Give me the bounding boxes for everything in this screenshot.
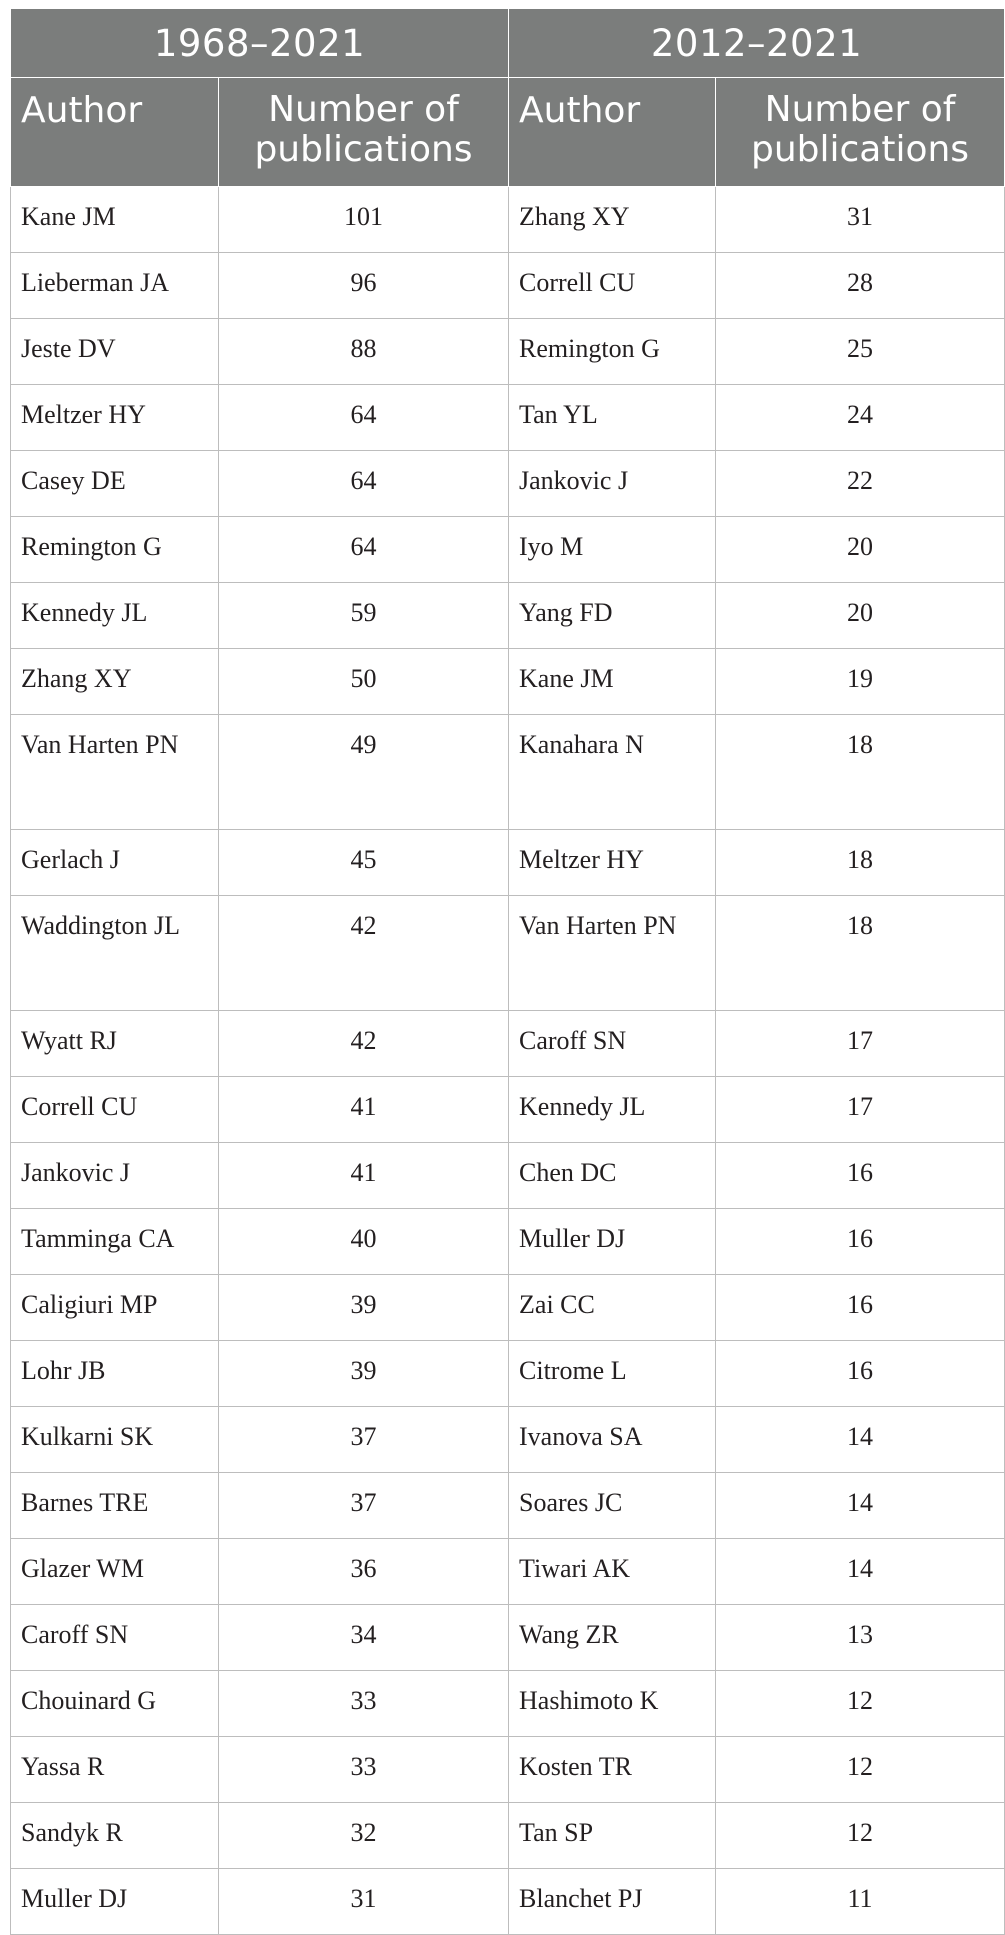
- left-count-cell: 64: [219, 385, 509, 451]
- left-count-cell: 33: [219, 1737, 509, 1803]
- left-author-cell: Meltzer HY: [11, 385, 219, 451]
- right-author-cell: Yang FD: [509, 583, 716, 649]
- table-row: [11, 1737, 1005, 1803]
- right-author-cell: Van Harten PN: [509, 896, 716, 1011]
- left-count-cell: 42: [219, 1011, 509, 1077]
- left-author-cell: Correll CU: [11, 1077, 219, 1143]
- right-author-cell: Jankovic J: [509, 451, 716, 517]
- left-count-cell: 36: [219, 1539, 509, 1605]
- table-row: [11, 583, 1005, 649]
- right-author-cell: Meltzer HY: [509, 830, 716, 896]
- right-author-cell: Remington G: [509, 319, 716, 385]
- table-row: [11, 1539, 1005, 1605]
- left-count-cell: 64: [219, 517, 509, 583]
- table-row: [11, 1275, 1005, 1341]
- left-count-cell: 39: [219, 1341, 509, 1407]
- right-count-cell: 13: [716, 1605, 1005, 1671]
- left-count-cell: 101: [219, 187, 509, 253]
- right-author-cell: Citrome L: [509, 1341, 716, 1407]
- table-row: [11, 1011, 1005, 1077]
- right-count-cell: 14: [716, 1473, 1005, 1539]
- left-author-cell: Wyatt RJ: [11, 1011, 219, 1077]
- right-count-cell: 18: [716, 896, 1005, 1011]
- column-header-author-right: Author: [509, 78, 716, 187]
- table-row: [11, 385, 1005, 451]
- right-author-cell: Ivanova SA: [509, 1407, 716, 1473]
- table-row: [11, 1473, 1005, 1539]
- right-author-cell: Tan SP: [509, 1803, 716, 1869]
- left-author-cell: Jeste DV: [11, 319, 219, 385]
- left-author-cell: Glazer WM: [11, 1539, 219, 1605]
- left-author-cell: Lohr JB: [11, 1341, 219, 1407]
- table-body: [11, 187, 1005, 1935]
- table-row: [11, 1407, 1005, 1473]
- right-count-cell: 16: [716, 1209, 1005, 1275]
- right-author-cell: Muller DJ: [509, 1209, 716, 1275]
- left-author-cell: Kulkarni SK: [11, 1407, 219, 1473]
- left-author-cell: Van Harten PN: [11, 715, 219, 830]
- column-header-author-left: Author: [11, 78, 219, 187]
- left-author-cell: Sandyk R: [11, 1803, 219, 1869]
- right-count-cell: 11: [716, 1869, 1005, 1935]
- left-author-cell: Casey DE: [11, 451, 219, 517]
- right-author-cell: Wang ZR: [509, 1605, 716, 1671]
- left-count-cell: 96: [219, 253, 509, 319]
- table-row: [11, 319, 1005, 385]
- left-count-cell: 32: [219, 1803, 509, 1869]
- left-count-cell: 31: [219, 1869, 509, 1935]
- right-author-cell: Iyo M: [509, 517, 716, 583]
- left-count-cell: 45: [219, 830, 509, 896]
- table-row: [11, 253, 1005, 319]
- table-header: [11, 9, 1005, 187]
- left-author-cell: Kennedy JL: [11, 583, 219, 649]
- right-count-cell: 22: [716, 451, 1005, 517]
- column-header-count-left: Number of publications: [219, 78, 509, 187]
- table-row: [11, 1671, 1005, 1737]
- table-row: [11, 1341, 1005, 1407]
- left-count-cell: 37: [219, 1407, 509, 1473]
- table-row: [11, 1077, 1005, 1143]
- right-count-cell: 12: [716, 1803, 1005, 1869]
- right-count-cell: 14: [716, 1407, 1005, 1473]
- right-count-cell: 25: [716, 319, 1005, 385]
- right-count-cell: 31: [716, 187, 1005, 253]
- left-count-cell: 37: [219, 1473, 509, 1539]
- table-row: [11, 187, 1005, 253]
- right-count-cell: 18: [716, 715, 1005, 830]
- left-author-cell: Caroff SN: [11, 1605, 219, 1671]
- left-author-cell: Yassa R: [11, 1737, 219, 1803]
- right-author-cell: Hashimoto K: [509, 1671, 716, 1737]
- right-count-cell: 18: [716, 830, 1005, 896]
- right-author-cell: Tiwari AK: [509, 1539, 716, 1605]
- right-author-cell: Kennedy JL: [509, 1077, 716, 1143]
- table-row: [11, 715, 1005, 830]
- left-author-cell: Kane JM: [11, 187, 219, 253]
- table-row: [11, 1209, 1005, 1275]
- table-row: [11, 896, 1005, 1011]
- table-row: [11, 1869, 1005, 1935]
- left-count-cell: 59: [219, 583, 509, 649]
- right-count-cell: 12: [716, 1737, 1005, 1803]
- right-author-cell: Zai CC: [509, 1275, 716, 1341]
- left-author-cell: Remington G: [11, 517, 219, 583]
- left-count-cell: 34: [219, 1605, 509, 1671]
- right-count-cell: 16: [716, 1275, 1005, 1341]
- left-author-cell: Tamminga CA: [11, 1209, 219, 1275]
- right-count-cell: 19: [716, 649, 1005, 715]
- left-author-cell: Muller DJ: [11, 1869, 219, 1935]
- table-row: [11, 649, 1005, 715]
- left-count-cell: 39: [219, 1275, 509, 1341]
- left-author-cell: Chouinard G: [11, 1671, 219, 1737]
- left-count-cell: 50: [219, 649, 509, 715]
- right-count-cell: 16: [716, 1143, 1005, 1209]
- right-count-cell: 12: [716, 1671, 1005, 1737]
- right-author-cell: Correll CU: [509, 253, 716, 319]
- table-row: [11, 1803, 1005, 1869]
- left-count-cell: 49: [219, 715, 509, 830]
- period-header-left: 1968–2021: [11, 9, 509, 78]
- publications-table: [10, 8, 1005, 1935]
- table-row: [11, 517, 1005, 583]
- column-header-count-right: Number of publications: [716, 78, 1005, 187]
- left-count-cell: 42: [219, 896, 509, 1011]
- publications-table-container: [10, 8, 1004, 1935]
- left-author-cell: Lieberman JA: [11, 253, 219, 319]
- right-author-cell: Soares JC: [509, 1473, 716, 1539]
- right-count-cell: 16: [716, 1341, 1005, 1407]
- right-author-cell: Kosten TR: [509, 1737, 716, 1803]
- column-header-row: [11, 78, 1005, 187]
- left-author-cell: Zhang XY: [11, 649, 219, 715]
- right-count-cell: 24: [716, 385, 1005, 451]
- left-count-cell: 33: [219, 1671, 509, 1737]
- table-row: [11, 1143, 1005, 1209]
- left-author-cell: Barnes TRE: [11, 1473, 219, 1539]
- right-author-cell: Kane JM: [509, 649, 716, 715]
- right-count-cell: 17: [716, 1077, 1005, 1143]
- table-row: [11, 1605, 1005, 1671]
- right-author-cell: Zhang XY: [509, 187, 716, 253]
- table-row: [11, 830, 1005, 896]
- period-header-row: [11, 9, 1005, 78]
- period-header-right: 2012–2021: [509, 9, 1005, 78]
- left-count-cell: 41: [219, 1143, 509, 1209]
- right-count-cell: 14: [716, 1539, 1005, 1605]
- left-author-cell: Gerlach J: [11, 830, 219, 896]
- right-count-cell: 17: [716, 1011, 1005, 1077]
- right-author-cell: Kanahara N: [509, 715, 716, 830]
- right-count-cell: 20: [716, 583, 1005, 649]
- table-row: [11, 451, 1005, 517]
- right-author-cell: Blanchet PJ: [509, 1869, 716, 1935]
- right-author-cell: Chen DC: [509, 1143, 716, 1209]
- left-count-cell: 64: [219, 451, 509, 517]
- right-author-cell: Tan YL: [509, 385, 716, 451]
- right-count-cell: 28: [716, 253, 1005, 319]
- left-author-cell: Waddington JL: [11, 896, 219, 1011]
- left-count-cell: 40: [219, 1209, 509, 1275]
- left-author-cell: Jankovic J: [11, 1143, 219, 1209]
- left-count-cell: 88: [219, 319, 509, 385]
- right-author-cell: Caroff SN: [509, 1011, 716, 1077]
- right-count-cell: 20: [716, 517, 1005, 583]
- left-author-cell: Caligiuri MP: [11, 1275, 219, 1341]
- left-count-cell: 41: [219, 1077, 509, 1143]
